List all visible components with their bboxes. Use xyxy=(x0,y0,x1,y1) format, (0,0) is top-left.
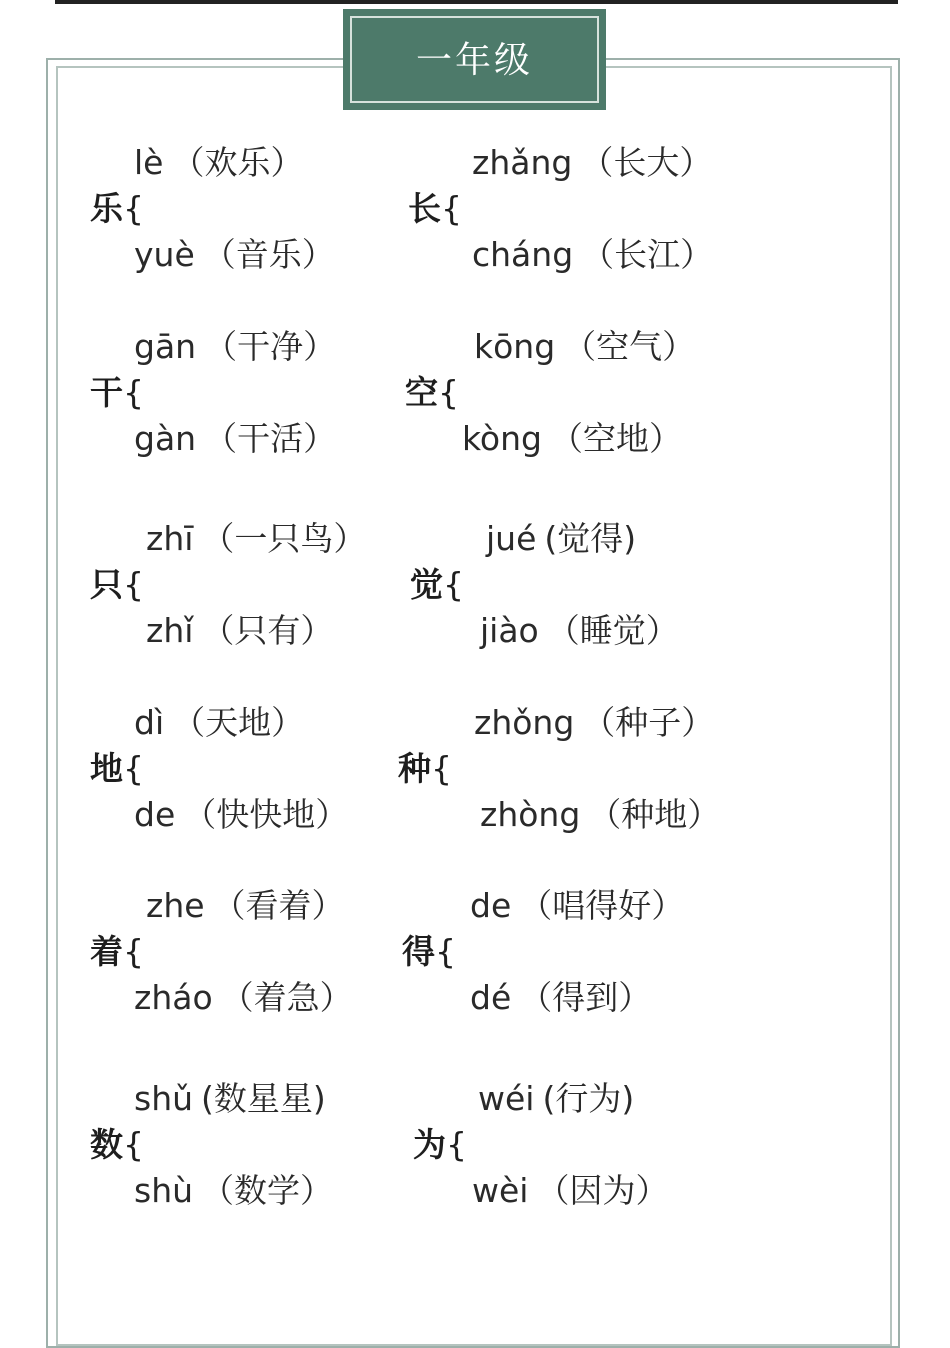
pinyin: kōng xyxy=(474,327,556,366)
example-word: (行为) xyxy=(542,1079,635,1118)
character: 种 xyxy=(398,749,431,788)
reading-line xyxy=(480,611,679,650)
reading-line xyxy=(146,519,367,558)
example-word: （快快地） xyxy=(183,795,349,834)
reading-line xyxy=(134,795,349,834)
brace-glyph: { xyxy=(123,749,144,788)
reading-line xyxy=(470,886,685,925)
reading-line xyxy=(472,235,714,274)
top-rule xyxy=(55,0,898,4)
head-character xyxy=(398,749,452,788)
example-word: （音乐） xyxy=(202,235,335,274)
brace-glyph: { xyxy=(123,932,144,971)
reading-line xyxy=(474,327,696,366)
reading-line xyxy=(146,611,334,650)
head-character xyxy=(90,373,144,412)
brace-glyph: { xyxy=(443,565,464,604)
reading-line xyxy=(134,978,353,1017)
character: 长 xyxy=(408,189,441,228)
brace-glyph: { xyxy=(123,373,144,412)
pinyin: dé xyxy=(470,978,512,1017)
example-word: （得到） xyxy=(519,978,652,1017)
pinyin: de xyxy=(134,795,176,834)
brace-glyph: { xyxy=(123,189,144,228)
character: 为 xyxy=(413,1125,446,1164)
brace-glyph: { xyxy=(123,1125,144,1164)
page-title: 一年级 xyxy=(415,40,533,81)
reading-line xyxy=(134,235,335,274)
example-word: （唱得好） xyxy=(519,886,685,925)
example-word: （空地） xyxy=(550,419,682,458)
example-word: （睡觉） xyxy=(546,611,679,650)
pinyin: zháo xyxy=(134,978,213,1017)
head-character xyxy=(405,373,459,412)
pinyin: yuè xyxy=(134,235,195,274)
pinyin: jué xyxy=(486,519,537,558)
head-character xyxy=(402,932,456,971)
pinyin: jiào xyxy=(480,611,539,650)
example-word: （着急） xyxy=(220,978,353,1017)
character: 着 xyxy=(90,932,123,971)
example-word: （种子） xyxy=(582,703,715,742)
pinyin: lè xyxy=(134,143,164,182)
example-word: （欢乐） xyxy=(171,143,304,182)
pinyin: cháng xyxy=(472,235,574,274)
example-word: （干净） xyxy=(204,327,337,366)
character: 地 xyxy=(90,749,123,788)
example-word: (数星星) xyxy=(201,1079,326,1118)
pinyin: wèi xyxy=(472,1171,529,1210)
head-character xyxy=(90,565,144,604)
head-character xyxy=(90,189,144,228)
reading-line xyxy=(462,419,682,458)
character: 乐 xyxy=(90,189,123,228)
reading-line xyxy=(472,143,713,182)
brace-glyph: { xyxy=(438,373,459,412)
pinyin: zhòng xyxy=(480,795,581,834)
brace-glyph: { xyxy=(441,189,462,228)
head-character xyxy=(410,565,464,604)
example-word: （长江） xyxy=(581,235,714,274)
reading-line xyxy=(480,795,721,834)
reading-line xyxy=(134,327,337,366)
reading-line xyxy=(478,1079,635,1118)
reading-line xyxy=(134,703,305,742)
reading-line xyxy=(470,978,652,1017)
pinyin: dì xyxy=(134,703,165,742)
pinyin: zhe xyxy=(146,886,205,925)
character: 数 xyxy=(90,1125,123,1164)
head-character xyxy=(413,1125,467,1164)
example-word: (觉得) xyxy=(544,519,637,558)
title-banner xyxy=(343,9,606,110)
head-character xyxy=(90,932,144,971)
pinyin: de xyxy=(470,886,512,925)
pinyin: shù xyxy=(134,1171,194,1210)
example-word: （天地） xyxy=(172,703,305,742)
head-character xyxy=(408,189,462,228)
reading-line xyxy=(134,419,337,458)
character: 只 xyxy=(90,565,123,604)
brace-glyph: { xyxy=(435,932,456,971)
example-word: （只有） xyxy=(201,611,334,650)
example-word: （一只鸟） xyxy=(201,519,367,558)
example-word: （看着） xyxy=(212,886,345,925)
brace-glyph: { xyxy=(123,565,144,604)
pinyin: kòng xyxy=(462,419,542,458)
reading-line xyxy=(474,703,715,742)
head-character xyxy=(90,749,144,788)
reading-line xyxy=(134,143,304,182)
head-character xyxy=(90,1125,144,1164)
brace-glyph: { xyxy=(446,1125,467,1164)
example-word: （数学） xyxy=(201,1171,334,1210)
pinyin: gàn xyxy=(134,419,197,458)
reading-line xyxy=(472,1171,669,1210)
reading-line xyxy=(134,1079,326,1118)
example-word: （空气） xyxy=(563,327,696,366)
example-word: （种地） xyxy=(588,795,721,834)
character: 空 xyxy=(405,373,438,412)
pinyin: zhǎng xyxy=(472,143,573,182)
character: 觉 xyxy=(410,565,443,604)
example-word: （长大） xyxy=(580,143,713,182)
example-word: （干活） xyxy=(204,419,337,458)
pinyin: shǔ xyxy=(134,1079,194,1118)
brace-glyph: { xyxy=(431,749,452,788)
reading-line xyxy=(134,1171,334,1210)
character: 得 xyxy=(402,932,435,971)
reading-line xyxy=(146,886,345,925)
example-word: （因为） xyxy=(536,1171,669,1210)
reading-line xyxy=(486,519,637,558)
pinyin: gān xyxy=(134,327,197,366)
pinyin: wéi xyxy=(478,1079,535,1118)
pinyin: zhǐ xyxy=(146,611,194,650)
character: 干 xyxy=(90,373,123,412)
pinyin: zhī xyxy=(146,519,194,558)
pinyin: zhǒng xyxy=(474,703,575,742)
